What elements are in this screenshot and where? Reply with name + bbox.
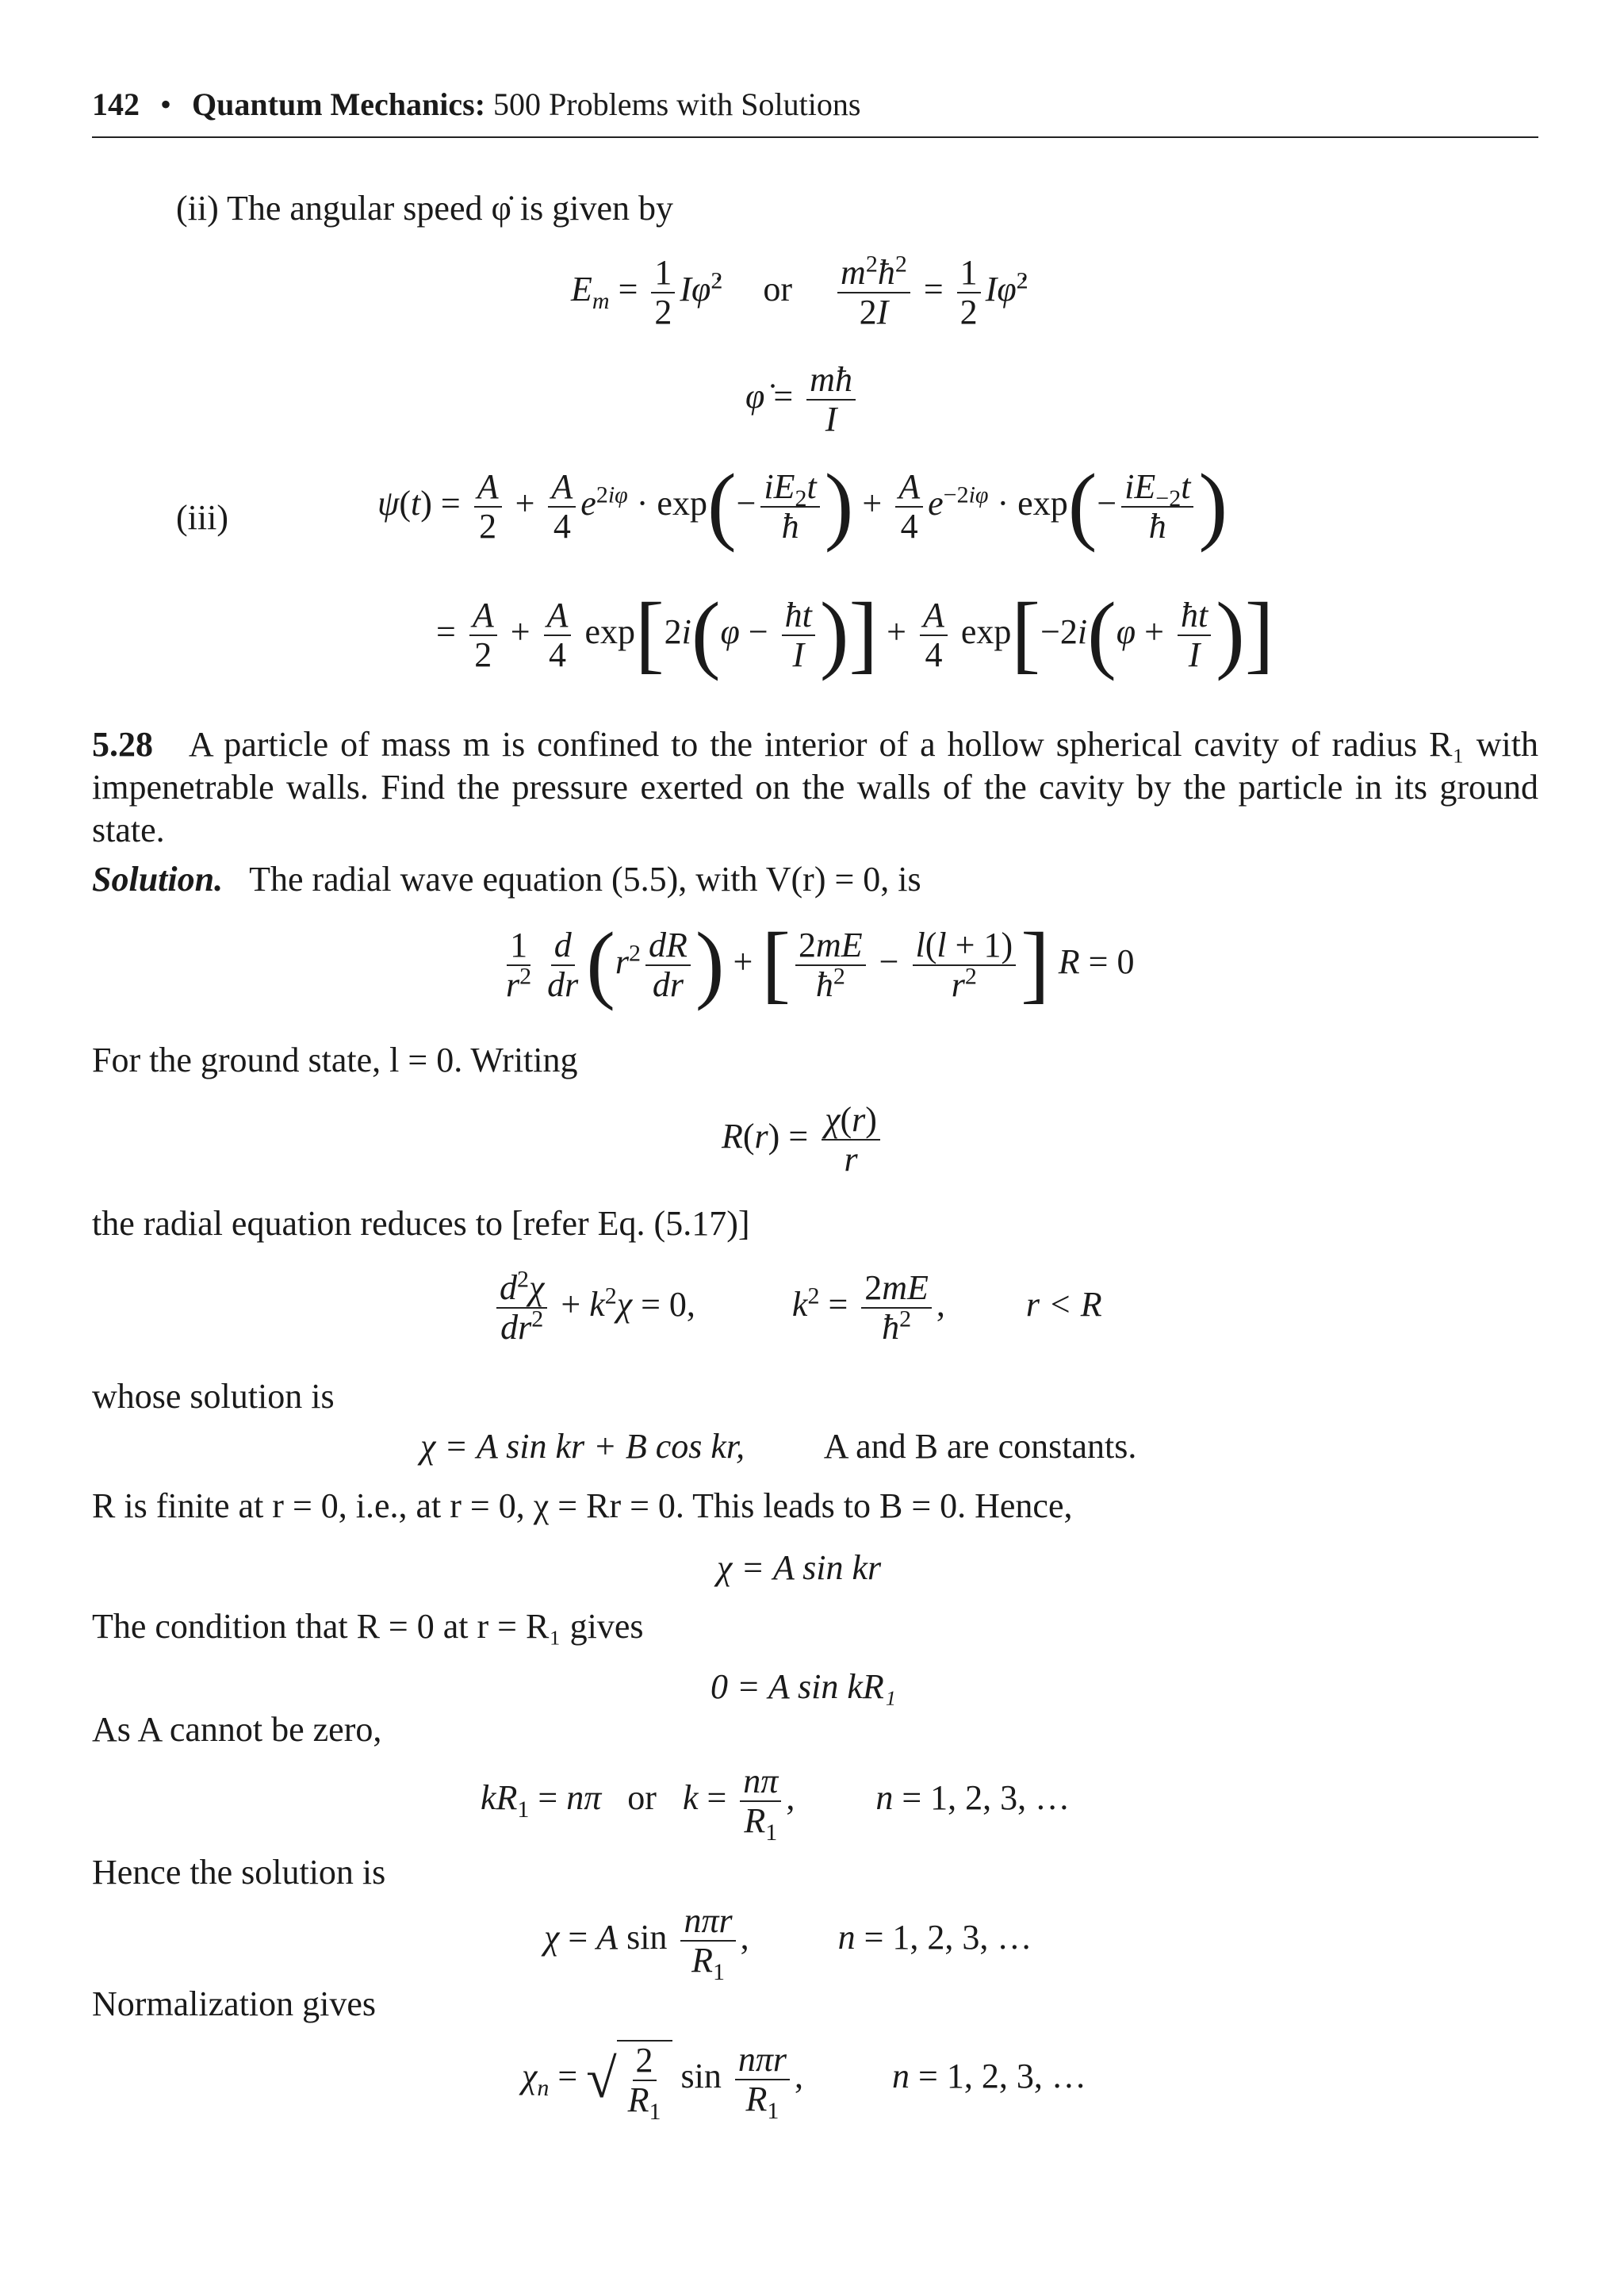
angular-speed-equation: φ̇ = $\frac{mħ}{I}$ (745, 361, 860, 439)
book-title-rest: 500 Problems with Solutions (493, 86, 861, 122)
solution-intro: The radial wave equation (5.5), with V(r) = 0, is (249, 860, 921, 899)
or-word: or (763, 270, 793, 309)
chi-sin-equation: χ = A sin kr (717, 1548, 882, 1587)
problem-text: A particle of mass m is confined to the interior of a hollow spherical cavity of radius R₁ with impenetrable walls. Find the pressure exerted on the walls of the cavity by the particle in its ground state. (92, 725, 1539, 849)
reduces-text: the radial equation reduces to [refer Eq. (5.17)] (92, 1204, 750, 1243)
finite-condition-text: R is finite at r = 0, i.e., at r = 0, χ = Rr = 0. This leads to B = 0. Hence, (92, 1486, 1073, 1525)
chi-solution: χ = A sin $\frac{\text{nπr}}{R_1}$ , n = 1, 2, 3, … (544, 1901, 1032, 1985)
problem-number: 5.28 (92, 725, 153, 764)
header-bullet: • (160, 86, 172, 122)
hence-text: Hence the solution is (92, 1853, 386, 1892)
zero-equation: 0 = A sin kR₁ (710, 1667, 897, 1706)
solution-intro-line (92, 858, 921, 901)
part-iii-label: (iii) (176, 498, 228, 537)
psi-t-simplified: = $\frac{A}{2}$ + $\frac{A}{4}$ exp[2i(φ − $\frac{ħt}{I}$ )] + $\frac{A}{4}$ exp[−2i(φ + $\frac{ħt}{I}$ )] (436, 585, 1274, 682)
book-title-bold: Quantum Mechanics: (192, 86, 486, 122)
constants-note: A and B are constants. (823, 1427, 1137, 1466)
general-solution: χ = A sin kr + B cos kr, (420, 1427, 745, 1466)
reduced-radial-equation: $\frac{d^2\chi}{dr^2}$ + $k^2\chi = 0$, $k^2$ = $\frac{2mE}{ħ^2}$ , r < R (492, 1269, 1102, 1347)
ground-state-text: For the ground state, l = 0. Writing (92, 1041, 578, 1079)
radial-wave-equation: $\frac{1}{r^2}$ $\frac{d}{dr}$ ($r^2$ $\frac{dR}{dr}$ ) + [ $\frac{2mE}{ħ^2}$ − $\frac{l(l + 1)}{r^2}$ ] R = 0 (506, 914, 1135, 1012)
normalization-text: Normalization gives (92, 1984, 377, 2023)
boundary-condition-text: The condition that R = 0 at r = R₁ gives (92, 1607, 644, 1646)
normalized-chi: $\chi_n$ = √ $\frac{2}{R_1}$ sin $\frac{\text{nπr}}{R_1}$ , n = 1, 2, 3, … (522, 2040, 1086, 2125)
solution-label: Solution. (92, 860, 224, 899)
R-substitution: R(r) = $\frac{\chi(r)}{r}$ (722, 1101, 885, 1179)
problem-statement (92, 723, 1538, 852)
or-word-2: or (627, 1778, 657, 1818)
running-header (92, 86, 1538, 138)
whose-solution-text: whose solution is (92, 1377, 335, 1416)
part-ii-intro: (ii) The angular speed φ̇ is given by (176, 189, 673, 228)
energy-equation: $E_m$ = $\frac{1}{2}$ Iφ̇$^2$ or $\frac{m^2ħ^2}{2I}$ = $\frac{1}{2}$ Iφ̇$^2$ (571, 251, 1028, 332)
general-solution-line (420, 1425, 1136, 1468)
page-number: 142 (92, 86, 140, 122)
a-nonzero-text: As A cannot be zero, (92, 1710, 382, 1749)
psi-t-equation: ψ(t) = $\frac{A}{2}$ + $\frac{A}{4}$ $e^{2i\varphi} \cdot \exp(-$ $\frac{iE_2t}{ħ}$ ) + $\frac{A}{4}$ $e^{-2i\varphi} \cdot \exp(-$ $\frac{iE_{-2}t}{ħ}$ ) (377, 456, 1228, 554)
k-quantization: $kR_1 = n\pi$ or k = $\frac{n\pi}{R_1}$ , n = 1, 2, 3, … (481, 1762, 1071, 1846)
r-less-R: r < R (1025, 1285, 1102, 1325)
